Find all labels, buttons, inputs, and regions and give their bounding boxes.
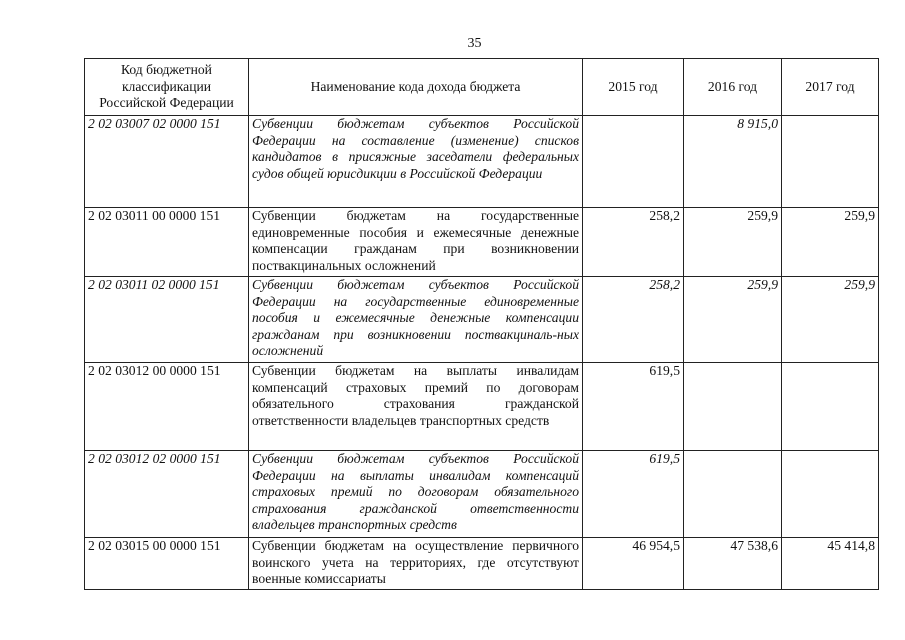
- row-name: Субвенции бюджетам на осуществление первичного воинского учета на территориях, где отсутствуют военные комиссариаты: [249, 538, 583, 590]
- row-name: Субвенции бюджетам субъектов Российской Федерации на выплаты инвалидам компенсаций страховых премий по договорам обязательного страхования гражданской ответственности владельцев транспортных средств: [249, 451, 583, 538]
- value-2016: 47 538,6: [684, 538, 782, 590]
- row-name: Субвенции бюджетам субъектов Российской Федерации на составление (изменение) списков кандидатов в присяжные заседатели федеральных судов общей юрисдикции в Российской Федерации: [249, 116, 583, 208]
- table-row: [85, 451, 879, 538]
- value-2017: 45 414,8: [782, 538, 879, 590]
- value-2017: [782, 116, 879, 208]
- header-code: Код бюджетной классификации Российской Федерации: [85, 59, 249, 116]
- row-code: 2 02 03015 00 0000 151: [85, 538, 249, 590]
- table-row: [85, 363, 879, 451]
- value-2016: 259,9: [684, 208, 782, 277]
- table-row: [85, 538, 879, 590]
- row-name: Субвенции бюджетам на государственные единовременные пособия и ежемесячные денежные компенсации гражданам при возникновении поствакцинальных осложнений: [249, 208, 583, 277]
- value-2015: 619,5: [583, 363, 684, 451]
- table-header-row: [85, 59, 879, 116]
- header-2016: 2016 год: [684, 59, 782, 116]
- value-2017: [782, 451, 879, 538]
- value-2015: 619,5: [583, 451, 684, 538]
- value-2017: 259,9: [782, 208, 879, 277]
- header-2015: 2015 год: [583, 59, 684, 116]
- table-row: [85, 208, 879, 277]
- row-code: 2 02 03011 02 0000 151: [85, 277, 249, 363]
- row-code: 2 02 03012 00 0000 151: [85, 363, 249, 451]
- row-code: 2 02 03012 02 0000 151: [85, 451, 249, 538]
- value-2016: 259,9: [684, 277, 782, 363]
- row-code: 2 02 03007 02 0000 151: [85, 116, 249, 208]
- row-code: 2 02 03011 00 0000 151: [85, 208, 249, 277]
- budget-income-table: [84, 58, 879, 590]
- row-name: Субвенции бюджетам субъектов Российской Федерации на государственные единовременные пособия и ежемесячные денежные компенсации гражданам при возникновении поствакциналь-ных осложнений: [249, 277, 583, 363]
- value-2016: [684, 451, 782, 538]
- value-2015: [583, 116, 684, 208]
- value-2016: [684, 363, 782, 451]
- value-2016: 8 915,0: [684, 116, 782, 208]
- table-row: [85, 116, 879, 208]
- value-2015: 258,2: [583, 277, 684, 363]
- value-2017: 259,9: [782, 277, 879, 363]
- value-2017: [782, 363, 879, 451]
- value-2015: 46 954,5: [583, 538, 684, 590]
- value-2015: 258,2: [583, 208, 684, 277]
- table-row: [85, 277, 879, 363]
- header-name: Наименование кода дохода бюджета: [249, 59, 583, 116]
- row-name: Субвенции бюджетам на выплаты инвалидам компенсаций страховых премий по договорам обязательного страхования гражданской ответственности владельцев транспортных средств: [249, 363, 583, 451]
- header-2017: 2017 год: [782, 59, 879, 116]
- page-number: 35: [467, 36, 482, 51]
